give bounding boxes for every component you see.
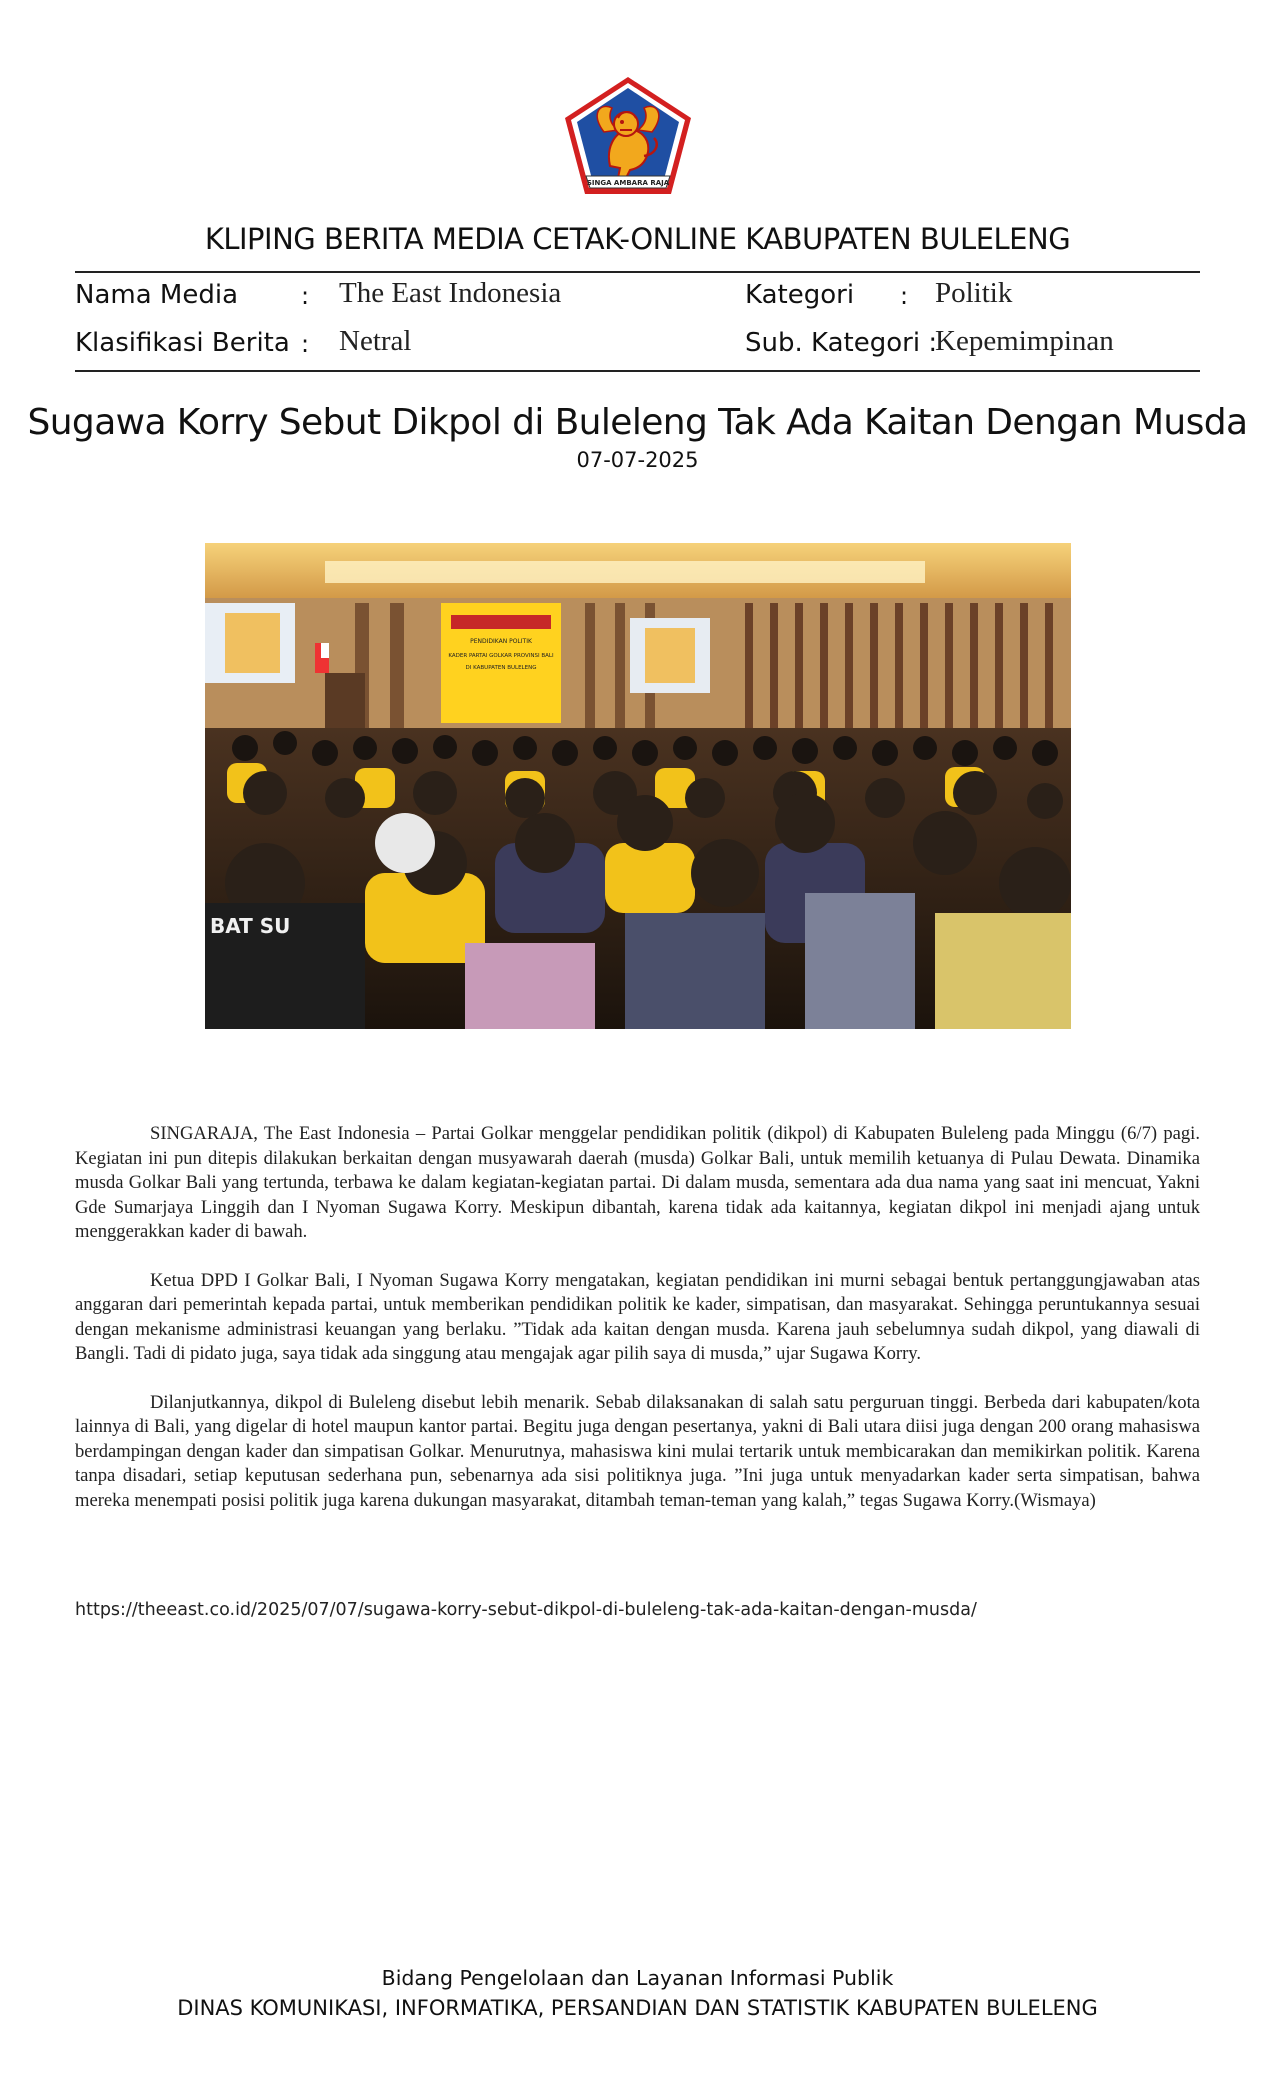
kategori-label: Kategori — [745, 280, 855, 310]
buleleng-logo — [560, 74, 696, 200]
banner-line-1: PENDIDIKAN POLITIK — [470, 638, 532, 645]
klasifikasi-berita-label: Klasifikasi Berita — [75, 328, 290, 358]
nama-media-label: Nama Media — [75, 280, 238, 310]
logo-ribbon-text: SINGA AMBARA RAJA — [586, 179, 670, 187]
sub-kategori-value: Kepemimpinan — [935, 325, 1114, 357]
header-divider-bottom — [75, 370, 1200, 372]
article-paragraph: SINGARAJA, The East Indonesia – Partai Golkar menggelar pendidikan politik (dikpol) di Kabupaten Buleleng pada Minggu (6/7) pagi. Kegiatan ini pun ditepis dilakukan berkaitan dengan musyawarah daerah (musda) Golkar Bali, untuk memilih ketuanya di Pulau Dewata. Dinamika musda Golkar Bali yang tertunda, terbawa ke dalam kegiatan-kegiatan partai. Di dalam musda, sementara ada dua nama yang saat ini mencuat, Yakni Gde Sumarjaya Linggih dan I Nyoman Sugawa Korry. Meskipun dibantah, karena tidak ada kaitannya, kegiatan dikpol ini menjadi ajang untuk menggerakkan kader di bawah. — [75, 1123, 1200, 1242]
banner-line-2: KADER PARTAI GOLKAR PROVINSI BALI — [448, 653, 554, 659]
header-divider-top — [75, 271, 1200, 273]
footer-department: Bidang Pengelolaan dan Layanan Informasi Publik — [381, 1966, 894, 1990]
article-date: 07-07-2025 — [576, 448, 699, 472]
article-photo — [205, 543, 1071, 1029]
klasifikasi-berita-value: Netral — [339, 325, 412, 357]
article-paragraph: Dilanjutkannya, dikpol di Buleleng disebut lebih menarik. Sebab dilaksanakan di salah satu perguruan tinggi. Berbeda dari kabupaten/kota lainnya di Bali, yang digelar di hotel maupun kantor partai. Begitu juga dengan pesertanya, yakni di Bali utara diisi juga dengan 200 orang mahasiswa berdampingan dengan kader dan simpatisan Golkar. Menurutnya, mahasiswa kini mulai tertarik untuk membicarakan dan memikirkan politik. Karena tanpa disadari, setiap keputusan sederhana pun, sebenarnya ada sisi politiknya juga. ”Ini juga untuk menyadarkan kader serta simpatisan, bahwa mereka menempati posisi politik juga karena dukungan masyarakat, ditambah teman-teman yang kalah,” tegas Sugawa Korry.(Wismaya) — [75, 1391, 1200, 1511]
klasifikasi-berita-colon: : — [301, 330, 310, 358]
kategori-value: Politik — [935, 277, 1013, 309]
singa-ambara-raja-emblem-icon — [560, 74, 696, 200]
kategori-colon: : — [900, 282, 909, 310]
sub-kategori-label: Sub. Kategori : — [745, 328, 938, 358]
nama-media-value: The East Indonesia — [339, 277, 562, 309]
document-title: KLIPING BERITA MEDIA CETAK-ONLINE KABUPATEN BULELENG — [204, 222, 1071, 256]
article-headline: Sugawa Korry Sebut Dikpol di Buleleng Tak Ada Kaitan Dengan Musda — [27, 402, 1248, 443]
footer-agency: DINAS KOMUNIKASI, INFORMATIKA, PERSANDIAN DAN STATISTIK KABUPATEN BULELENG — [177, 1996, 1098, 2020]
banner-line-3: DI KABUPATEN BULELENG — [465, 665, 537, 671]
shirt-text: BAT SU — [210, 914, 291, 938]
nama-media-colon: : — [301, 282, 310, 310]
article-paragraph: Ketua DPD I Golkar Bali, I Nyoman Sugawa Korry mengatakan, kegiatan pendidikan ini murni sebagai bentuk pertanggungjawaban atas anggaran dari pemerintah kepada partai, untuk memberikan pendidikan politik ke kader, simpatisan, dan masyarakat. Sehingga peruntukannya sesuai dengan mekanisme administrasi keuangan yang berlaku. ”Tidak ada kaitan dengan musda. Karena jauh sebelumnya sudah dikpol, yang diawali di Bangli. Tadi di pidato juga, saya tidak ada singgung atau mengajak agar pilih saya di musda,” ujar Sugawa Korry. — [75, 1269, 1200, 1364]
article-body — [75, 1122, 1200, 1537]
source-url[interactable]: https://theeast.co.id/2025/07/07/sugawa-korry-sebut-dikpol-di-buleleng-tak-ada-kaitan-dengan-musda/ — [75, 1600, 977, 1620]
